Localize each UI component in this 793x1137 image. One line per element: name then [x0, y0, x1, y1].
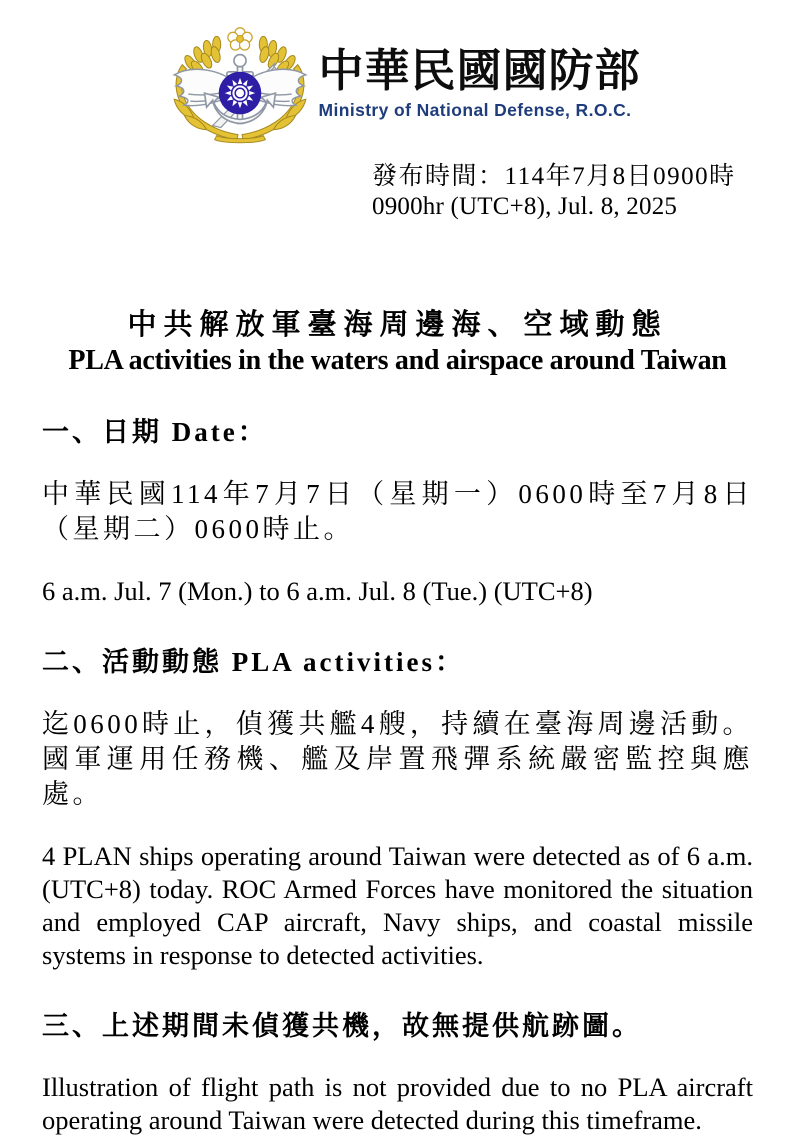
- section-activities-paragraph-en: 4 PLAN ships operating around Taiwan were detected as of 6 a.m. (UTC+8) today. ROC Armed Forces have monitored the situation and employed CAP aircraft, Navy ships, and coastal missile systems in response to detected activities.: [42, 841, 753, 970]
- org-name-block: [318, 26, 640, 121]
- section-activities-heading: 二、活動動態 PLA activities：: [42, 647, 465, 677]
- plum-blossom: [228, 28, 252, 50]
- section-activities: [42, 646, 753, 972]
- mnd-masthead: [52, 26, 753, 150]
- document-title-zh: 中共解放軍臺海周邊海、空域動態: [127, 309, 668, 341]
- mnd-emblem-icon: [164, 26, 316, 148]
- org-name-en: Ministry of National Defense, R.O.C.: [318, 100, 632, 120]
- document-title-en: PLA activities in the waters and airspace around Taiwan: [68, 345, 727, 376]
- release-time-en: 0900hr (UTC+8), Jul. 8, 2025: [372, 193, 678, 220]
- section-date-paragraph-en: 6 a.m. Jul. 7 (Mon.) to 6 a.m. Jul. 8 (Tue.) (UTC+8): [42, 576, 593, 606]
- section-activities-paragraph-zh: 迄0600時止，偵獲共艦4艘，持續在臺海周邊活動。國軍運用任務機、艦及岸置飛彈系統嚴密監控與應處。: [42, 709, 753, 809]
- section-date: [42, 416, 753, 608]
- section-no-aircraft-paragraph-en: Illustration of flight path is not provided due to no PLA aircraft operating around Taiwan were detected during this timeframe.: [42, 1072, 753, 1135]
- release-time-zh: 發布時間：114年7月8日0900時: [372, 163, 736, 190]
- white-sun-disc: [219, 72, 262, 115]
- section-date-paragraph-zh: 中華民國114年7月7日（星期一）0600時至7月8日（星期二）0600時止。: [42, 479, 753, 544]
- section-no-aircraft-heading: 三、上述期間未偵獲共機，故無提供航跡圖。: [42, 1011, 642, 1041]
- release-time-block: [372, 162, 753, 222]
- section-date-heading: 一、日期 Date：: [42, 417, 268, 447]
- org-name-zh: 中華民國國防部: [318, 46, 641, 96]
- document-title: [42, 308, 753, 378]
- section-no-aircraft: [42, 1010, 753, 1137]
